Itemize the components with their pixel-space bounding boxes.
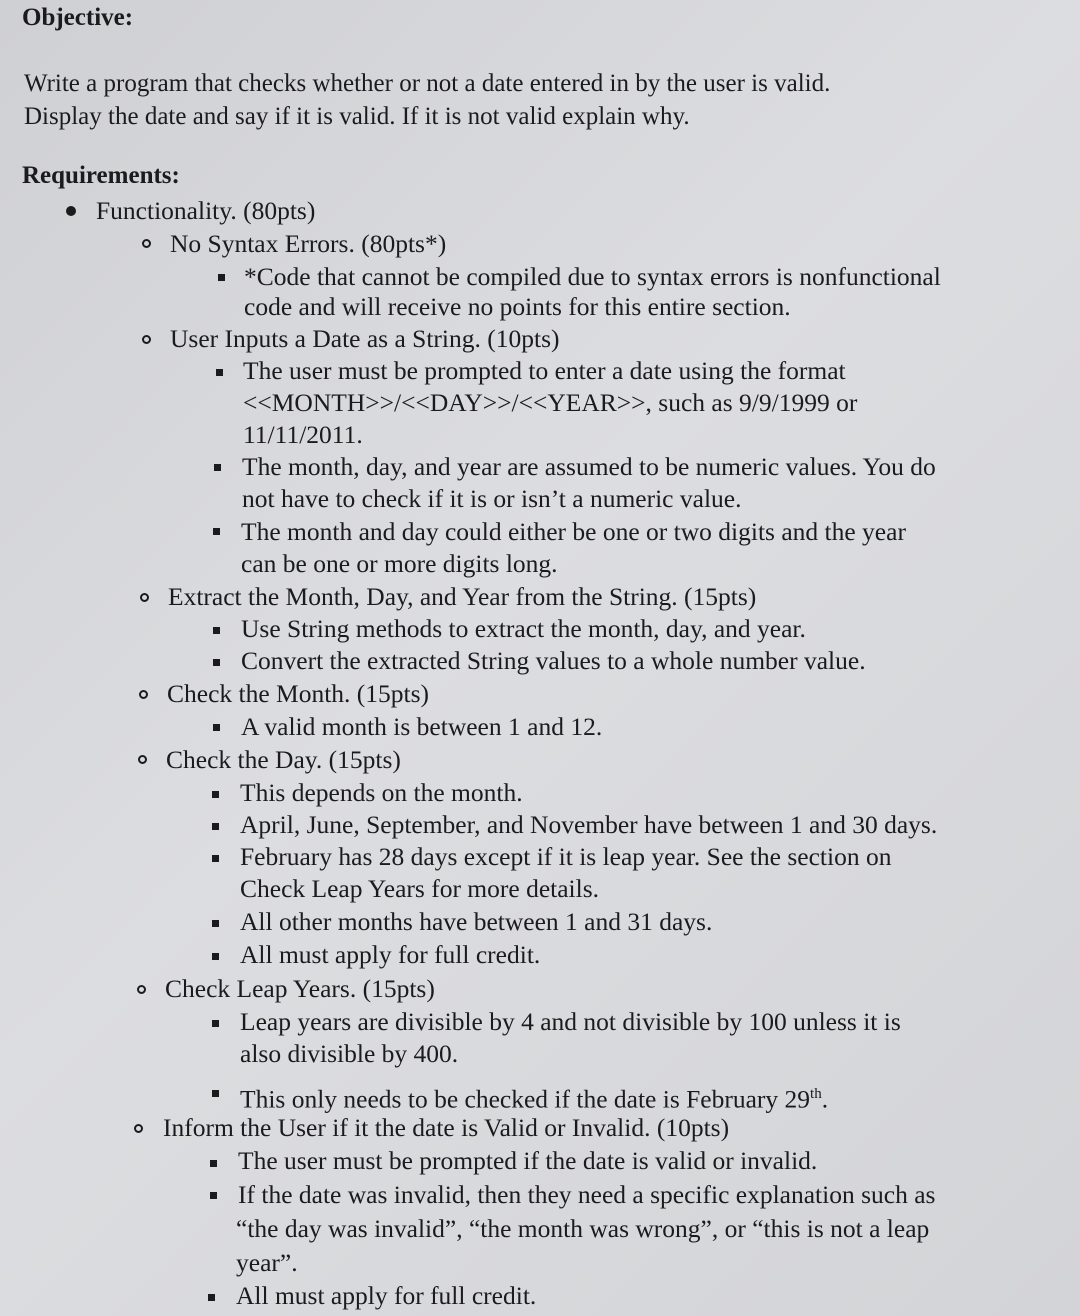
functionality-item: Functionality. (80pts) [96,196,316,225]
inform-bullet: The user must be prompted if the date is valid or invalid. [238,1146,818,1175]
square-bullet-icon [212,1090,219,1097]
square-bullet-icon [218,274,225,281]
circle-bullet-icon [137,985,146,994]
square-bullet-icon [210,1160,217,1167]
circle-bullet-icon [142,335,151,344]
input-bullet-line: 11/11/2011. [243,420,363,449]
input-bullet-line: <<MONTH>>/<<DAY>>/<<YEAR>>, such as 9/9/1999 or [243,388,858,417]
requirements-heading: Requirements: [22,162,180,189]
input-bullet-line: not have to check if it is or isn’t a numeric value. [242,484,742,513]
input-bullet-line: can be one or more digits long. [241,549,558,578]
month-bullet: A valid month is between 1 and 12. [241,712,603,741]
leap-title: Check Leap Years. (15pts) [165,974,435,1003]
inform-title: Inform the User if it the date is Valid or Invalid. (10pts) [163,1113,730,1142]
syntax-bullet-line: *Code that cannot be compiled due to syntax errors is nonfunctional [244,262,941,291]
square-bullet-icon [208,1294,215,1301]
square-bullet-icon [212,855,219,862]
inform-bullet-line: “the day was invalid”, “the month was wrong”, or “this is not a leap [236,1214,930,1243]
extract-bullet: Use String methods to extract the month, day, and year. [241,614,806,643]
square-bullet-icon [212,823,219,830]
inform-bullet-line: year”. [236,1248,298,1277]
objective-line-1: Write a program that checks whether or not a date entered in by the user is valid. [24,70,831,97]
leap-bullet-line: Leap years are divisible by 4 and not divisible by 100 unless it is [240,1007,901,1036]
square-bullet-icon [213,659,220,666]
leap-bullet: This only needs to be checked if the date is February 29th. [240,1084,829,1114]
syntax-bullet-line: code and will receive no points for this entire section. [244,292,791,321]
input-bullet-line: The month and day could either be one or two digits and the year [241,517,906,546]
day-bullet-line: Check Leap Years for more details. [240,874,600,903]
square-bullet-icon [212,920,219,927]
day-bullet: This depends on the month. [240,778,523,807]
input-bullet-line: The month, day, and year are assumed to be numeric values. You do [242,452,936,481]
bullet-icon [66,206,76,216]
square-bullet-icon [212,791,219,798]
circle-bullet-icon [142,239,151,248]
circle-bullet-icon [138,755,147,764]
day-bullet-line: February has 28 days except if it is leap year. See the section on [240,842,892,871]
extract-title: Extract the Month, Day, and Year from the String. (15pts) [168,582,757,611]
square-bullet-icon [216,369,223,376]
extract-bullet: Convert the extracted String values to a whole number value. [241,646,866,675]
circle-bullet-icon [140,593,149,602]
day-bullet: April, June, September, and November have between 1 and 30 days. [240,810,938,839]
inform-bullet-line: If the date was invalid, then they need a specific explanation such as [238,1180,936,1209]
objective-line-2: Display the date and say if it is valid. If it is not valid explain why. [24,103,690,130]
leap-bullet-line: also divisible by 400. [240,1039,459,1068]
square-bullet-icon [214,464,221,471]
square-bullet-icon [213,724,220,731]
input-bullet-line: The user must be prompted to enter a date using the format [243,356,846,385]
square-bullet-icon [212,953,219,960]
day-bullet: All other months have between 1 and 31 days. [240,907,713,936]
circle-bullet-icon [139,690,148,699]
square-bullet-icon [210,1192,217,1199]
circle-bullet-icon [134,1124,143,1133]
day-title: Check the Day. (15pts) [166,745,401,774]
inform-bullet: All must apply for full credit. [236,1281,537,1310]
month-title: Check the Month. (15pts) [167,679,430,708]
square-bullet-icon [213,627,220,634]
square-bullet-icon [212,1020,219,1027]
syntax-title: No Syntax Errors. (80pts*) [170,229,447,258]
day-bullet: All must apply for full credit. [240,940,541,969]
square-bullet-icon [213,528,220,535]
objective-heading: Objective: [22,4,134,31]
input-title: User Inputs a Date as a String. (10pts) [170,324,560,353]
